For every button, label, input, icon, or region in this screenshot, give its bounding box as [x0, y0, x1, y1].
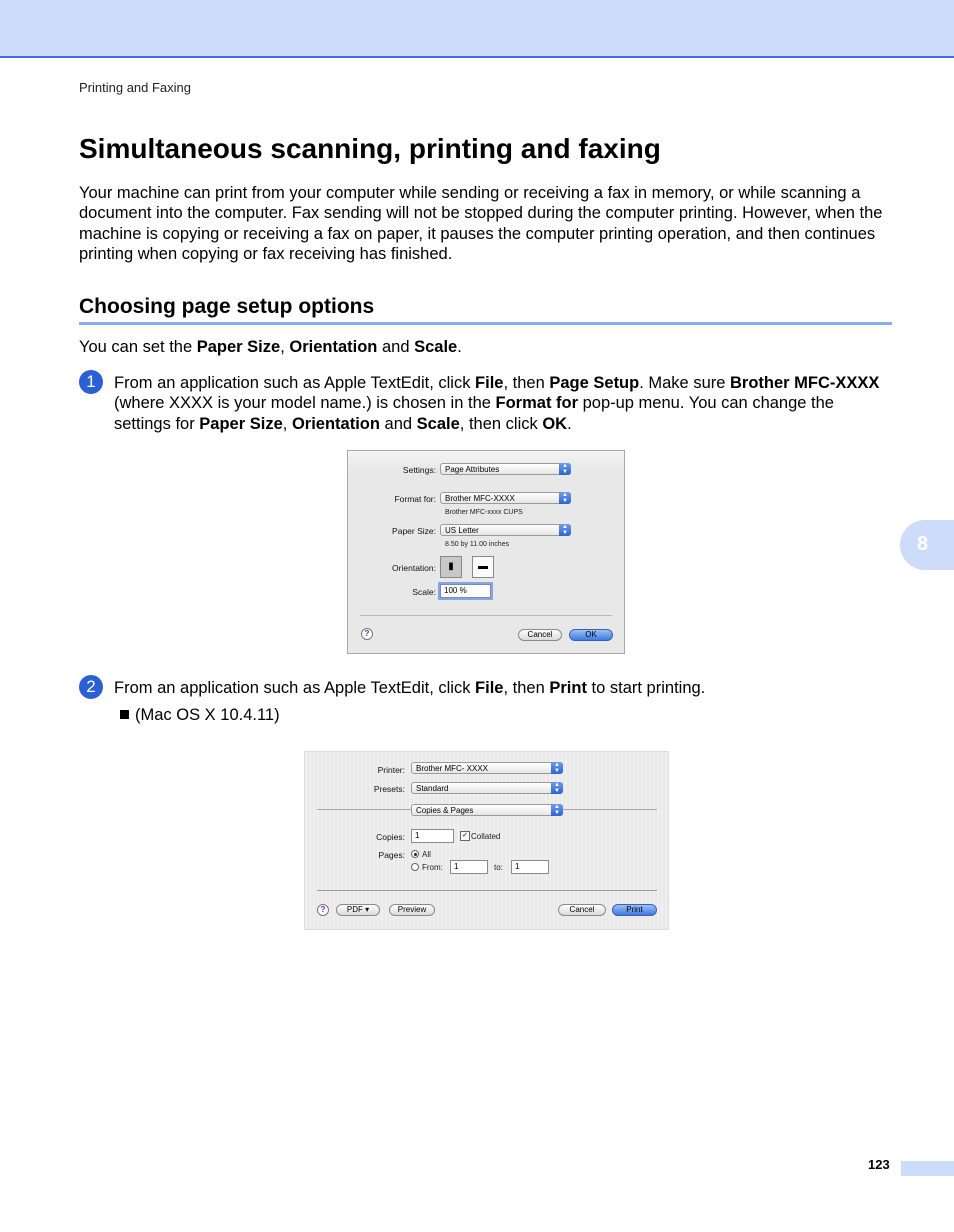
running-head: Printing and Faxing: [79, 80, 192, 95]
bullet-square-icon: [120, 710, 129, 719]
page-number: 123: [868, 1157, 890, 1172]
copies-label: Copies:: [376, 832, 405, 842]
popup-arrows-icon: ▲ ▼: [559, 463, 571, 475]
portrait-orientation-button[interactable]: [440, 556, 462, 578]
dialog-divider: [317, 890, 657, 891]
pages-all-label: All: [422, 850, 431, 859]
printer-label: Printer:: [377, 765, 405, 775]
ok-button[interactable]: OK: [569, 629, 613, 641]
from-page-input[interactable]: 1: [450, 860, 488, 874]
scale-input[interactable]: 100 %: [440, 584, 491, 598]
format-for-popup[interactable]: Brother MFC-XXXX ▲ ▼: [440, 492, 571, 504]
section-rule: [79, 322, 892, 325]
header-band: [0, 0, 954, 58]
step-1-number: 1: [79, 370, 103, 394]
cancel-button[interactable]: Cancel: [558, 904, 606, 916]
settings-label: Settings:: [402, 465, 436, 475]
dialog-divider: [360, 615, 612, 616]
printer-popup[interactable]: Brother MFC- XXXX ▲ ▼: [411, 762, 563, 774]
page-title: Simultaneous scanning, printing and faxing: [79, 133, 661, 164]
pages-range-radio[interactable]: [411, 863, 419, 871]
settings-popup[interactable]: Page Attributes ▲ ▼: [440, 463, 571, 475]
step-2-text: From an application such as Apple TextEdit, click File, then Print to start printing.: [114, 679, 706, 697]
section-heading: Choosing page setup options: [79, 295, 375, 318]
scale-label: Scale:: [412, 587, 436, 597]
collated-label: Collated: [471, 832, 501, 841]
paper-size-label: Paper Size:: [392, 526, 436, 536]
format-description: Brother MFC-xxxx CUPS: [445, 509, 523, 516]
page-setup-dialog: [347, 450, 625, 654]
copies-input[interactable]: 1: [411, 829, 454, 843]
from-label: From:: [422, 863, 443, 872]
panel-popup[interactable]: Copies & Pages ▲ ▼: [411, 804, 563, 816]
print-button[interactable]: Print: [612, 904, 657, 916]
pdf-menu-button[interactable]: PDF ▾: [336, 904, 380, 916]
pages-label: Pages:: [378, 850, 405, 860]
print-dialog: [304, 751, 669, 930]
footer-band: [901, 1161, 954, 1176]
step-2-number: 2: [79, 675, 103, 699]
paper-dimensions: 8.50 by 11.00 inches: [445, 541, 510, 548]
chapter-number: 8: [917, 533, 929, 555]
help-icon[interactable]: ?: [361, 628, 373, 640]
collated-checkbox[interactable]: [460, 831, 470, 841]
portrait-icon: ▮: [448, 561, 454, 572]
help-icon[interactable]: ?: [317, 904, 329, 916]
intro-paragraph: Your machine can print from your computer while sending or receiving a fax in memory, or while scanning a document into the computer. Fax sending will not be stopped during the computer printing. However, when the machine is copying or receiving a fax on paper, it pauses the computer printing operation, and then continues printing when copying or fax receiving has finished.: [79, 184, 883, 263]
to-page-input[interactable]: 1: [511, 860, 549, 874]
popup-arrows-icon: ▲ ▼: [551, 762, 563, 774]
format-for-label: Format for:: [394, 494, 436, 504]
landscape-icon: ▬: [478, 561, 488, 572]
paper-size-popup[interactable]: US Letter ▲ ▼: [440, 524, 571, 536]
checkmark-icon: ✓: [462, 832, 468, 839]
step-1-text: From an application such as Apple TextEdit, click File, then Page Setup. Make sure Brother MFC-XXXX (where XXXX is your model name.) is chosen in the Format for pop-up menu. You can change the settings for Paper Size, Orientation and Scale, then click OK.: [114, 374, 880, 433]
presets-popup[interactable]: Standard ▲ ▼: [411, 782, 563, 794]
pages-all-radio[interactable]: [411, 850, 419, 858]
cancel-button[interactable]: Cancel: [518, 629, 562, 641]
to-label: to:: [494, 863, 503, 872]
chapter-tab: [900, 520, 954, 570]
landscape-orientation-button[interactable]: [472, 556, 494, 578]
orientation-label: Orientation:: [392, 563, 436, 573]
popup-arrows-icon: ▲ ▼: [551, 782, 563, 794]
os-version-bullet: (Mac OS X 10.4.11): [120, 706, 280, 725]
section-lead: You can set the Paper Size, Orientation and Scale.: [79, 338, 462, 356]
popup-arrows-icon: ▲ ▼: [559, 492, 571, 504]
presets-label: Presets:: [373, 784, 405, 794]
preview-button[interactable]: Preview: [389, 904, 435, 916]
popup-arrows-icon: ▲ ▼: [551, 804, 563, 816]
popup-arrows-icon: ▲ ▼: [559, 524, 571, 536]
